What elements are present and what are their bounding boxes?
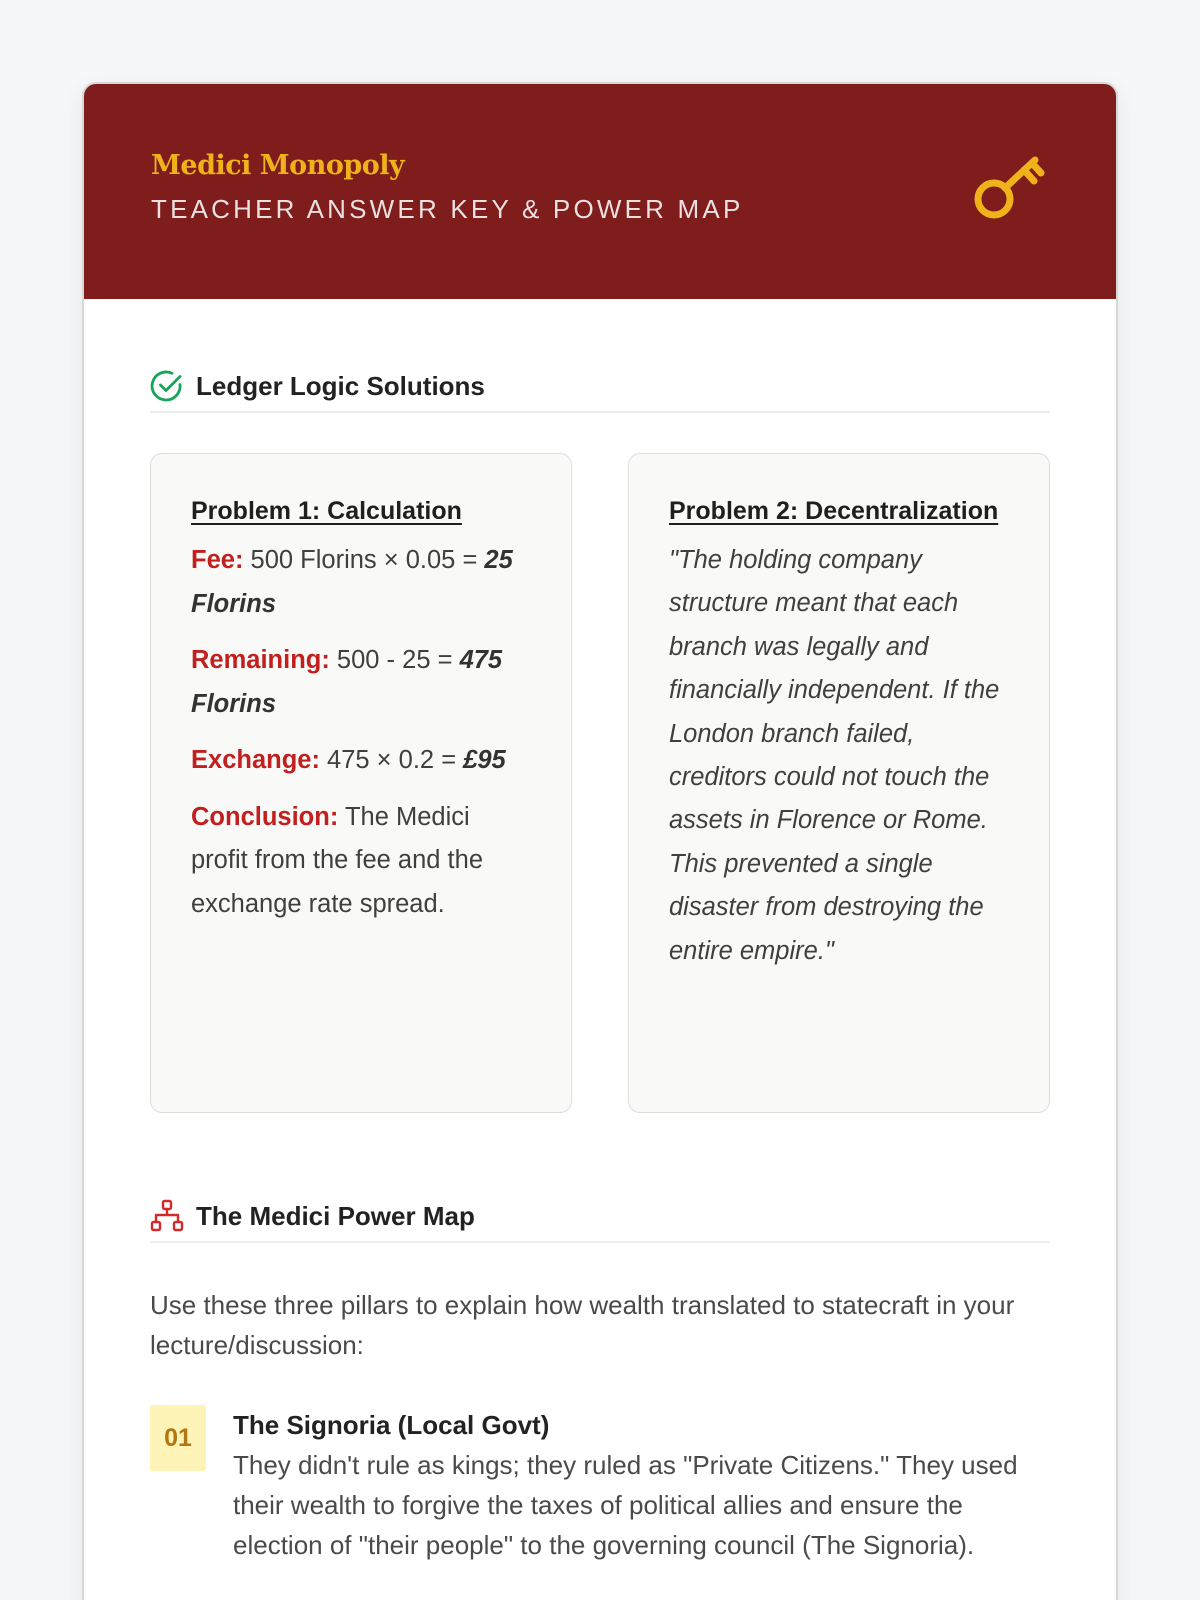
power-map-section-title: The Medici Power Map [196, 1200, 475, 1231]
answer-key-card [82, 82, 1118, 1600]
exchange-result: £95 [463, 746, 506, 774]
problem-2-title: Problem 2: Decentralization [669, 497, 999, 525]
power-map-intro: Use these three pillars to explain how wealth translated to statecraft in your lecture/discussion: [150, 1290, 1015, 1360]
problem-1-title: Problem 1: Calculation [191, 497, 462, 525]
exchange-expression: 475 × 0.2 = [319, 746, 464, 774]
problem-1-box [150, 453, 572, 1113]
remaining-label: Remaining: [191, 646, 330, 674]
conclusion-text: The Medici profit from the fee and the exchange rate spread. [191, 802, 484, 918]
fee-line [191, 539, 531, 626]
key-icon [972, 152, 1052, 232]
brand-title: Medici Monopoly [151, 150, 405, 181]
pillar-text [233, 1405, 1050, 1565]
fee-expression: 500 Florins × 0.05 = [243, 546, 485, 574]
ledger-section-header [150, 361, 1050, 413]
header-banner [84, 84, 1116, 299]
pillar-number-badge: 01 [150, 1405, 206, 1471]
ledger-section-title: Ledger Logic Solutions [196, 370, 485, 401]
pillar-description: They didn't rule as kings; they ruled as "Private Citizens." They used their wealth to forgive the taxes of political allies and ensure the election of "their people" to the governing council (The Signoria). [233, 1450, 1018, 1560]
conclusion-label: Conclusion: [191, 802, 339, 831]
power-map-section-header [150, 1191, 1050, 1243]
remaining-result: 475 Florins [191, 646, 503, 718]
check-circle-icon [150, 369, 184, 403]
fee-result: 25 Florins [191, 546, 513, 618]
decentralization-quote: "The holding company structure meant that each branch was legally and financially independent. If the London branch failed, creditors could not touch the assets in Florence or Rome. This prevented a single disaster from destroying the entire empire." [669, 546, 1000, 965]
page-subtitle: TEACHER ANSWER KEY & POWER MAP [151, 194, 744, 224]
pillar-item [150, 1405, 1050, 1565]
remaining-line [191, 639, 531, 726]
card-body [84, 361, 1116, 1565]
exchange-line [191, 739, 531, 783]
remaining-expression: 500 - 25 = [329, 646, 460, 674]
pillar-title: The Signoria (Local Govt) [233, 1410, 550, 1440]
problems-grid [150, 453, 1050, 1113]
fee-label: Fee: [191, 546, 244, 574]
conclusion-line [191, 796, 531, 927]
org-chart-icon [150, 1199, 184, 1233]
problem-2-box [628, 453, 1050, 1113]
exchange-label: Exchange: [191, 746, 320, 774]
